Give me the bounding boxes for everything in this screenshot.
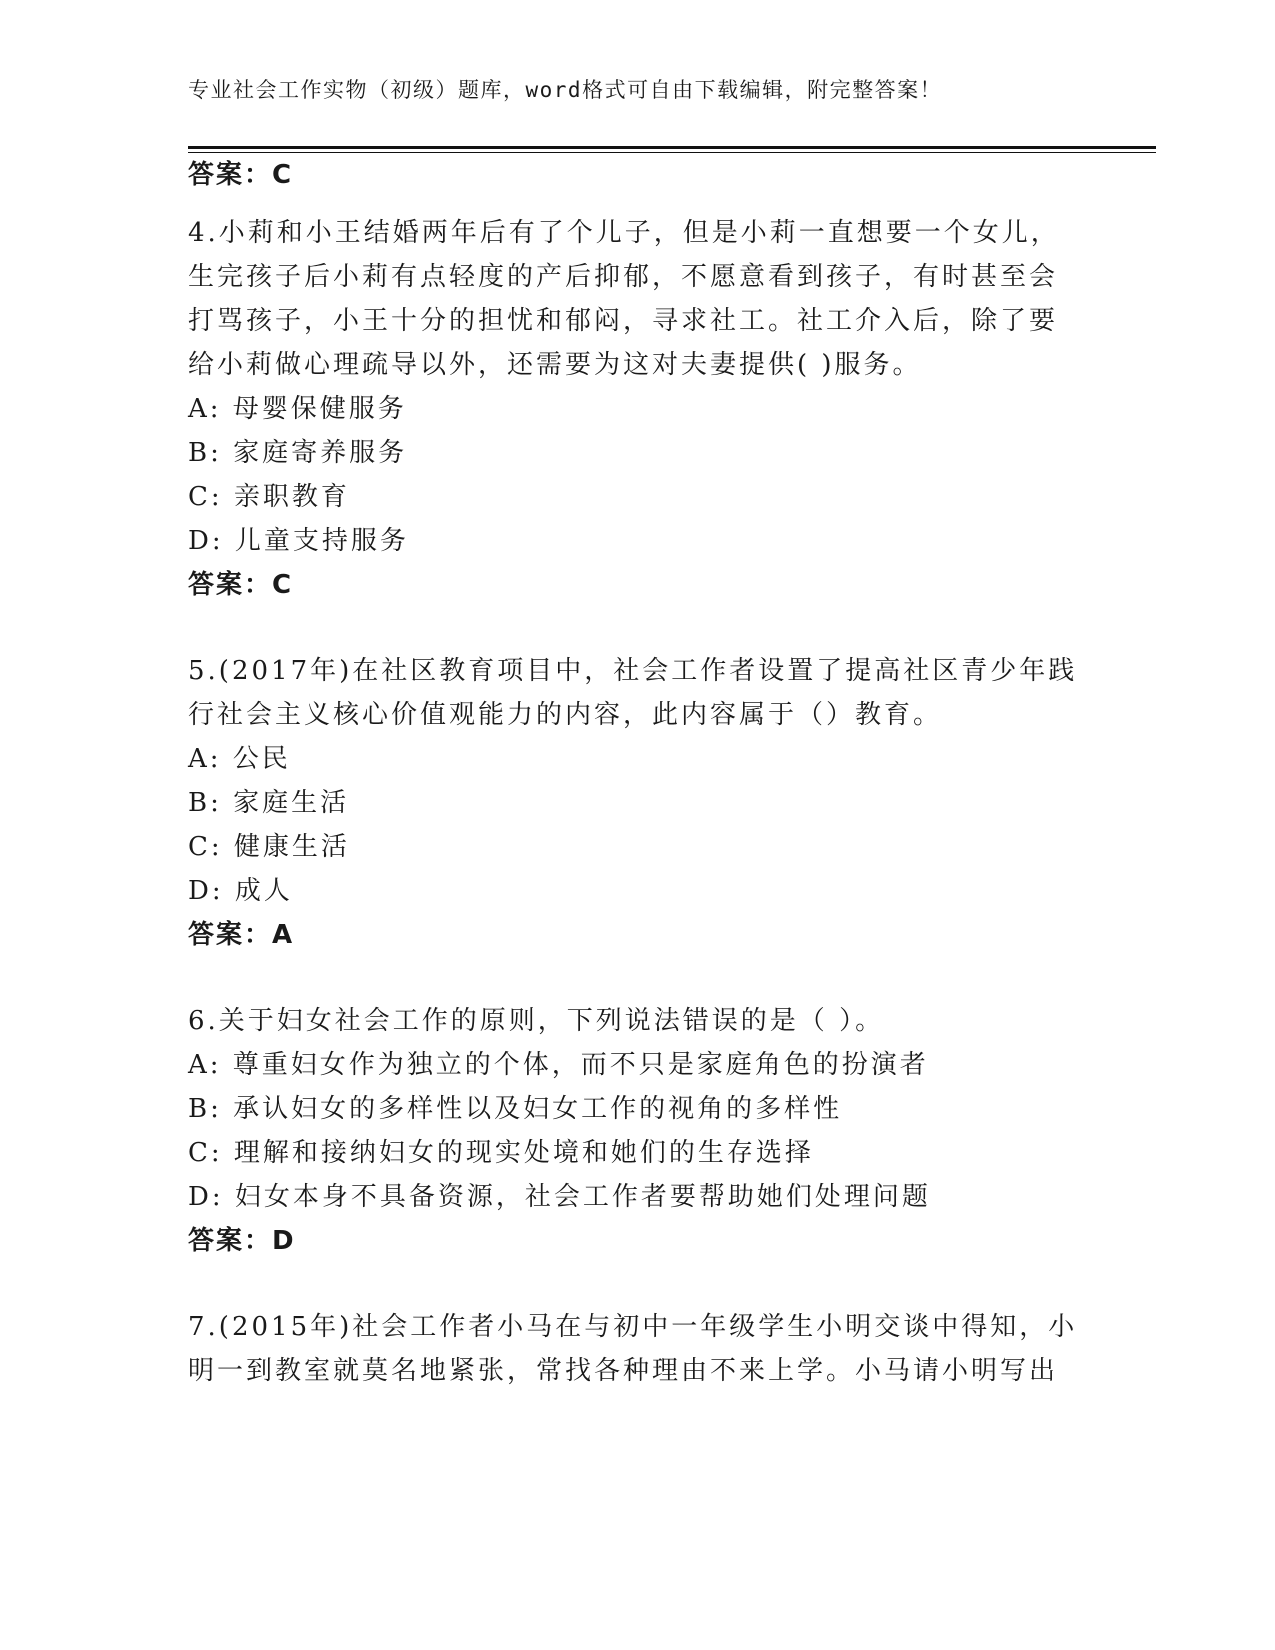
option-a: A: 公民 (188, 744, 291, 774)
question-stem-line: 行社会主义核心价值观能力的内容，此内容属于（）教育。 (188, 700, 943, 730)
question-stem-line: 5.(2017年)在社区教育项目中，社会工作者设置了提高社区青少年践 (188, 656, 1078, 686)
question-stem-line: 给小莉做心理疏导以外，还需要为这对夫妻提供( )服务。 (188, 350, 922, 380)
option-c: C: 亲职教育 (188, 482, 350, 512)
header-rule-thin (188, 152, 1156, 153)
option-a: A: 尊重妇女作为独立的个体，而不只是家庭角色的扮演者 (188, 1050, 929, 1080)
question-stem-line: 6.关于妇女社会工作的原则，下列说法错误的是（ ）。 (188, 1006, 885, 1036)
question-stem-line: 明一到教室就莫名地紧张，常找各种理由不来上学。小马请小明写出 (188, 1356, 1059, 1386)
question-stem-line: 打骂孩子，小王十分的担忧和郁闷，寻求社工。社工介入后，除了要 (188, 306, 1059, 336)
option-d: D: 成人 (188, 876, 293, 906)
question-stem-line: 4.小莉和小王结婚两年后有了个儿子，但是小莉一直想要一个女儿， (188, 218, 1060, 248)
page-header: 专业社会工作实物（初级）题库，word格式可自由下载编辑，附完整答案！ (188, 78, 943, 102)
option-b: B: 家庭生活 (188, 788, 350, 818)
answer-line: 答案：A (188, 920, 295, 950)
option-a: A: 母婴保健服务 (188, 394, 407, 424)
option-c: C: 健康生活 (188, 832, 350, 862)
header-rule (188, 146, 1156, 149)
option-b: B: 家庭寄养服务 (188, 438, 408, 468)
answer-line: 答案：C (188, 570, 294, 600)
option-c: C: 理解和接纳妇女的现实处境和她们的生存选择 (188, 1138, 814, 1168)
option-d: D: 妇女本身不具备资源，社会工作者要帮助她们处理问题 (188, 1182, 931, 1212)
answer-line: 答案：D (188, 1226, 296, 1256)
answer-line: 答案：C (188, 160, 294, 190)
option-b: B: 承认妇女的多样性以及妇女工作的视角的多样性 (188, 1094, 843, 1124)
question-stem-line: 生完孩子后小莉有点轻度的产后抑郁，不愿意看到孩子，有时甚至会 (188, 262, 1059, 292)
question-stem-line: 7.(2015年)社会工作者小马在与初中一年级学生小明交谈中得知，小 (188, 1312, 1078, 1342)
option-d: D: 儿童支持服务 (188, 526, 409, 556)
